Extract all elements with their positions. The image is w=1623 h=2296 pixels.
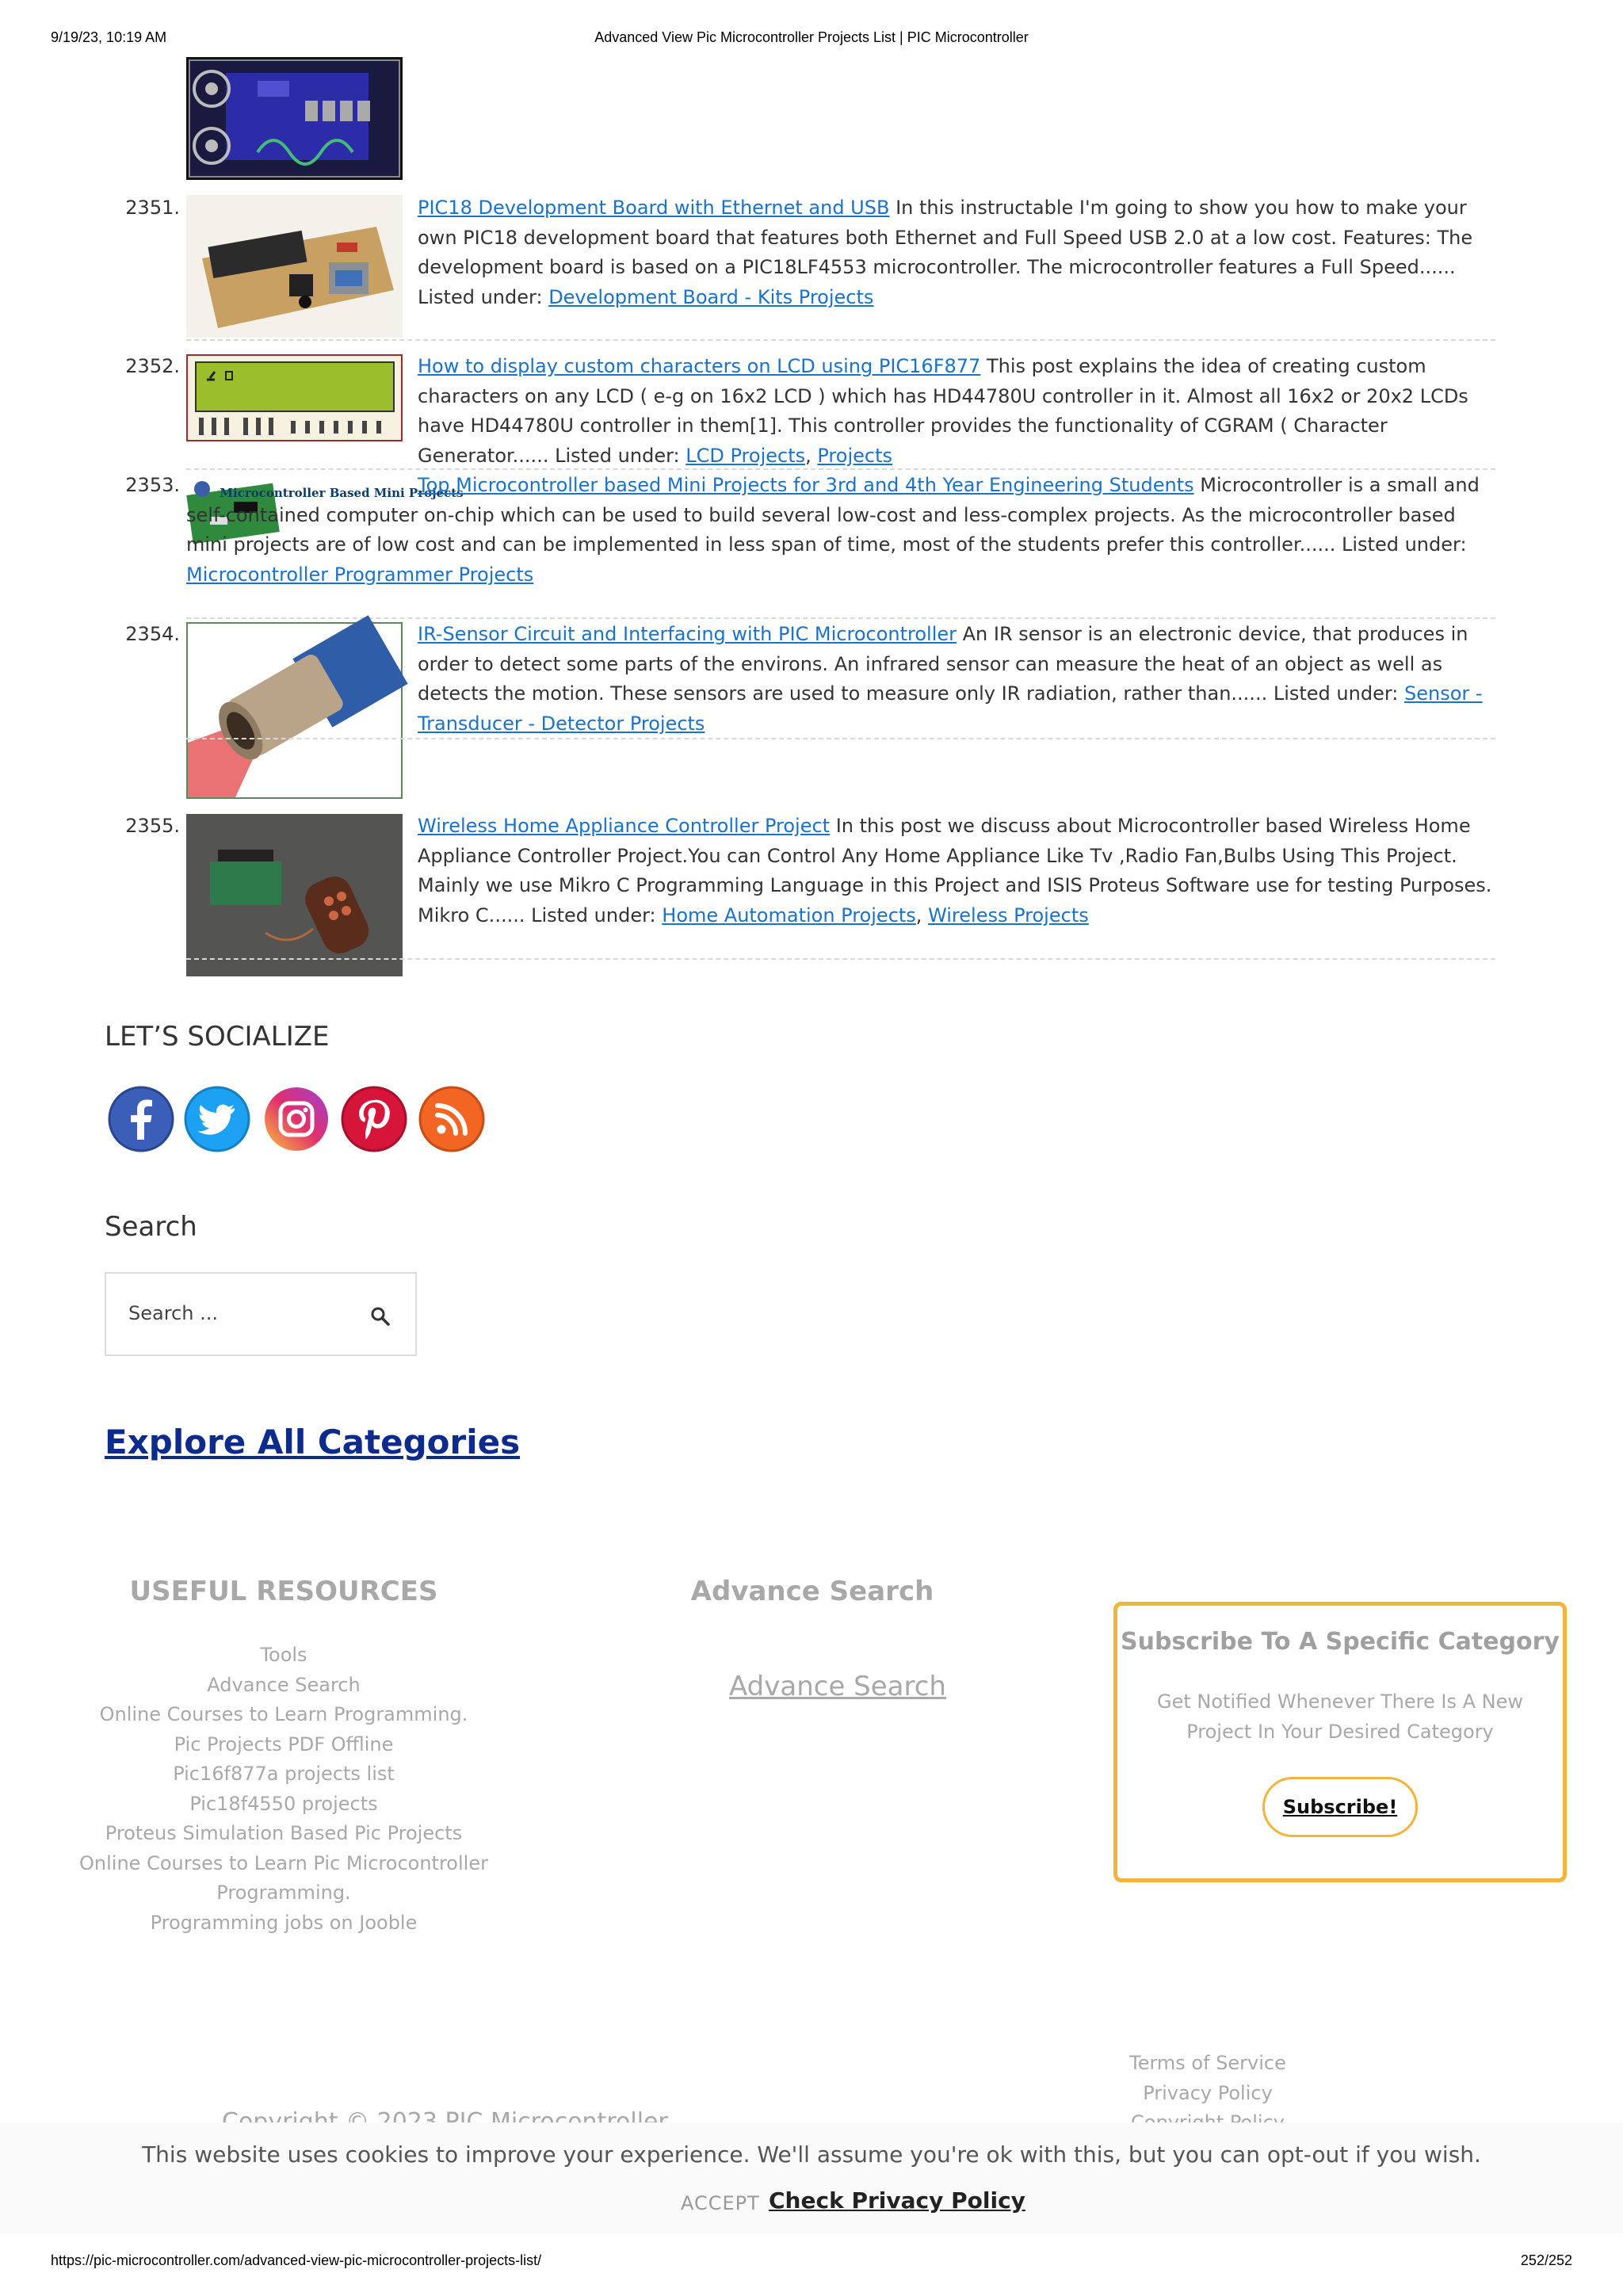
resource-link[interactable]: Advance Search xyxy=(207,1673,361,1696)
subscribe-card xyxy=(1113,1602,1567,1882)
project-thumbnail[interactable] xyxy=(186,354,403,441)
resource-link[interactable]: Proteus Simulation Based Pic Projects xyxy=(105,1822,463,1844)
terms-link[interactable]: Terms of Service xyxy=(1129,2052,1286,2074)
project-entry xyxy=(186,471,1495,590)
advance-search-link[interactable]: Advance Search xyxy=(729,1671,946,1702)
cookie-accept-button[interactable]: ACCEPT xyxy=(681,2192,760,2214)
copyright-text xyxy=(222,2108,668,2124)
divider xyxy=(186,468,1495,470)
project-entry xyxy=(418,620,1495,739)
resource-link[interactable]: Programming jobs on Jooble xyxy=(150,1911,418,1934)
project-thumbnail[interactable] xyxy=(186,814,403,976)
project-title-link[interactable]: PIC18 Development Board with Ethernet and USB xyxy=(418,197,890,219)
legal-links xyxy=(1086,2049,1330,2122)
resources-heading: USEFUL RESOURCES xyxy=(129,1576,438,1607)
resources-list xyxy=(79,1641,488,1938)
category-link[interactable]: Projects xyxy=(817,444,892,467)
thumb-caption: Microcontroller Based Mini Projects xyxy=(220,486,464,500)
facebook-icon[interactable] xyxy=(108,1086,174,1152)
project-thumbnail[interactable] xyxy=(186,622,403,799)
project-number: 2355. xyxy=(125,815,180,837)
advance-search-heading: Advance Search xyxy=(690,1576,934,1607)
search-input[interactable]: Search ... xyxy=(128,1302,218,1324)
search-heading: Search xyxy=(105,1211,197,1243)
project-description: This post explains the idea of creating custom characters on any LCD ( e-g on 16x2 LCD ) which has HD44780U controller in it. Almost all 16x2 or 20x2 LCDs have HD44780U controller in them[1]. This controller provides the functionality of CGRAM ( Character Generator...... Listed under: xyxy=(418,355,1468,467)
category-link[interactable]: Wireless Projects xyxy=(928,904,1089,926)
resource-link[interactable]: Pic18f4550 projects xyxy=(189,1792,378,1815)
cookie-message: This website uses cookies to improve your experience. We'll assume you're ok with this, but you can opt-out if you wish. xyxy=(142,2141,1481,2168)
rss-icon[interactable] xyxy=(418,1086,485,1152)
category-link[interactable]: LCD Projects xyxy=(685,444,806,467)
print-page-number: 252/252 xyxy=(1520,2252,1572,2268)
project-number: 2354. xyxy=(125,623,180,645)
project-description: In this post we discuss about Microcontroller based Wireless Home Appliance Controller Project.You can Control Any Home Appliance Like Tv ,Radio Fan,Bulbs Using This Project. Mainly we use Mikro C Programming Language in this Project and ISIS Proteus Software use for testing Purposes. Mikro C...... Listed under: xyxy=(418,815,1492,926)
divider xyxy=(186,339,1495,341)
resource-link[interactable]: Tools xyxy=(260,1644,307,1666)
project-entry xyxy=(418,352,1495,471)
category-link[interactable]: Sensor - Transducer - Detector Projects xyxy=(418,682,1483,735)
search-field[interactable] xyxy=(105,1272,417,1356)
project-title-link[interactable]: IR-Sensor Circuit and Interfacing with PIC Microcontroller xyxy=(418,623,957,645)
privacy-policy-link[interactable]: Check Privacy Policy xyxy=(769,2187,1025,2214)
pinterest-icon[interactable] xyxy=(341,1086,407,1152)
subscribe-button[interactable]: Subscribe! xyxy=(1262,1777,1418,1837)
category-link[interactable]: Home Automation Projects xyxy=(662,904,916,926)
twitter-icon[interactable] xyxy=(184,1086,250,1152)
project-description: In this instructable I'm going to show you how to make your own PIC18 development board that features both Ethernet and Full Speed USB 2.0 at a low cost. Features: The development board is based on a PIC18LF4553 microcontroller. The microcontroller features a Full Speed...... Listed under: xyxy=(418,197,1473,308)
category-separator: , xyxy=(805,444,818,467)
project-entry xyxy=(418,193,1495,312)
resource-link[interactable]: Pic Projects PDF Offline xyxy=(174,1733,394,1755)
project-title-link[interactable]: How to display custom characters on LCD using PIC16F877 xyxy=(418,355,981,377)
privacy-policy-link[interactable]: Privacy Policy xyxy=(1143,2081,1273,2104)
divider xyxy=(186,617,1495,619)
project-description: An IR sensor is an electronic device, that produces in order to detect some parts of the environs. An infrared sensor can measure the heat of an object as well as detects the motion. These sensors are used to measure only IR radiation, rather than...... Listed under: xyxy=(418,623,1468,705)
divider xyxy=(186,958,1495,960)
category-separator: , xyxy=(915,904,929,926)
instagram-icon[interactable] xyxy=(263,1086,330,1152)
project-number: 2352. xyxy=(125,355,180,377)
project-number: 2353. xyxy=(125,474,180,496)
explore-categories-link[interactable]: Explore All Categories xyxy=(105,1423,521,1461)
project-description: Microcontroller is a small and self-contained computer on-chip which can be used to build several low-cost and less-complex projects. As the microcontroller based mini projects are of low cost and can be implemented in less span of time, most of the students prefer this controller...... Listed under: xyxy=(186,474,1480,556)
project-thumbnail[interactable] xyxy=(186,195,403,338)
project-entry xyxy=(418,812,1495,930)
print-url: https://pic-microcontroller.com/advanced-view-pic-microcontroller-projects-list/ xyxy=(51,2252,542,2268)
subscribe-description: Get Notified Whenever There Is A New Project In Your Desired Category xyxy=(1157,1690,1523,1743)
print-page-title: Advanced View Pic Microcontroller Projects List | PIC Microcontroller xyxy=(594,29,1029,45)
resource-link[interactable]: Online Courses to Learn Programming. xyxy=(99,1703,468,1725)
search-icon[interactable] xyxy=(369,1305,391,1328)
resource-link[interactable]: Online Courses to Learn Pic Microcontroller Programming. xyxy=(79,1851,488,1904)
cookie-banner xyxy=(0,2122,1623,2233)
socialize-heading: LET’S SOCIALIZE xyxy=(105,1021,330,1052)
print-datetime: 9/19/23, 10:19 AM xyxy=(51,29,167,45)
project-title-link[interactable]: Wireless Home Appliance Controller Project xyxy=(418,815,831,837)
resource-link[interactable]: Pic16f877a projects list xyxy=(173,1763,395,1785)
project-number: 2351. xyxy=(125,197,180,219)
subscribe-title: Subscribe To A Specific Category xyxy=(1121,1628,1560,1656)
category-link[interactable]: Development Board - Kits Projects xyxy=(548,285,874,308)
divider xyxy=(186,738,1495,739)
pcb-thumbnail[interactable] xyxy=(186,57,403,180)
category-link[interactable]: Microcontroller Programmer Projects xyxy=(186,563,534,586)
project-title-link[interactable]: Top Microcontroller based Mini Projects for 3rd and 4th Year Engineering Students xyxy=(418,474,1194,496)
